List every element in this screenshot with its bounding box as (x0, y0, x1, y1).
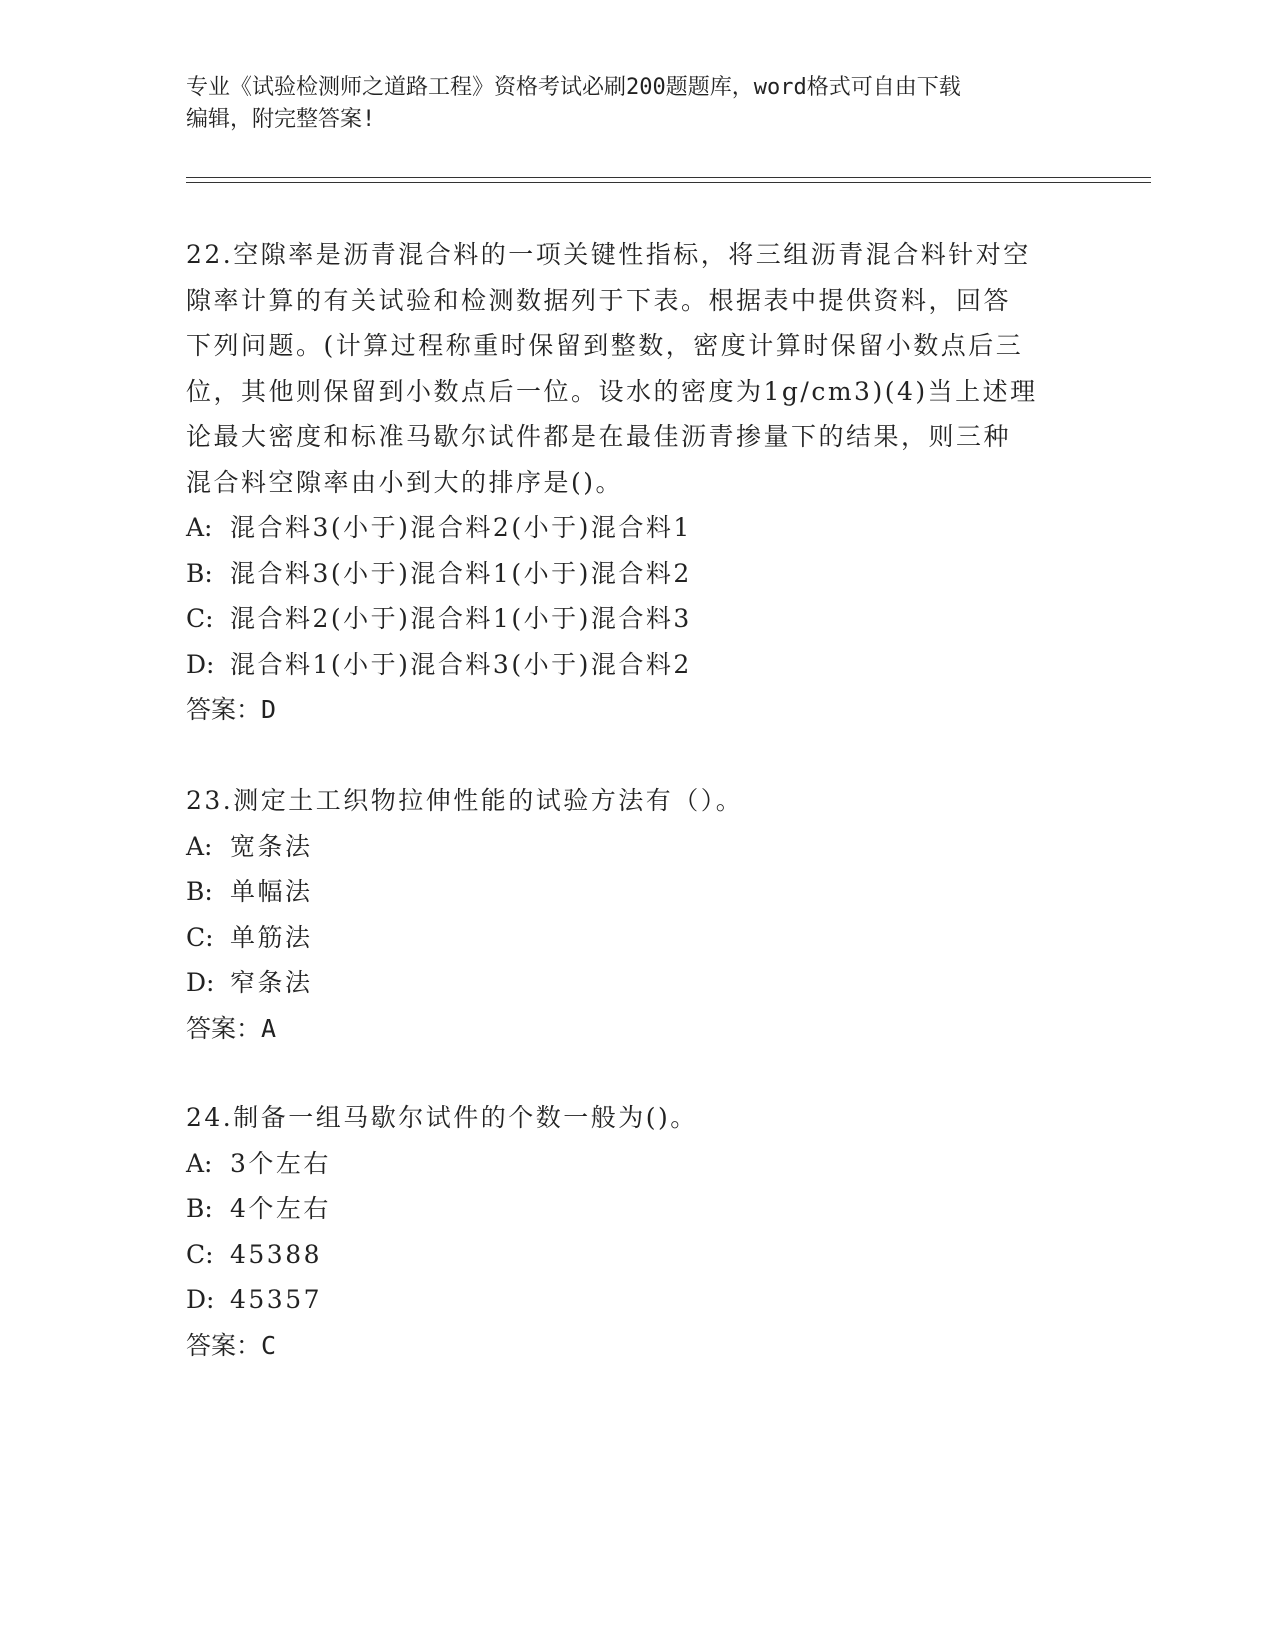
question-stem (186, 778, 1086, 824)
option-text: 混合料1(小于)混合料3(小于)混合料2 (230, 649, 692, 679)
option-text: 混合料3(小于)混合料1(小于)混合料2 (230, 558, 692, 588)
option-text: 单幅法 (230, 877, 313, 906)
stem-line: 23.测定土工织物拉伸性能的试验方法有（）。 (186, 786, 744, 815)
option-c (186, 1232, 1086, 1278)
option-b (186, 551, 1086, 597)
option-text: 宽条法 (230, 831, 313, 861)
option-letter: D: (186, 968, 215, 997)
stem-line: 位，其他则保留到小数点后一位。设水的密度为1g/cm3)(4)当上述理 (186, 376, 1038, 406)
option-a (186, 505, 1086, 551)
option-text: 单筋法 (230, 922, 313, 952)
option-letter: B: (186, 558, 213, 588)
option-d (186, 960, 1086, 1006)
option-letter: C: (186, 1239, 214, 1269)
option-text: 45357 (230, 1285, 323, 1314)
answer: 答案：A (186, 1013, 277, 1043)
answer: 答案：C (186, 1330, 277, 1360)
option-a (186, 824, 1086, 870)
answer: 答案：D (186, 695, 277, 724)
option-letter: B: (186, 877, 213, 906)
header-divider-bottom (186, 182, 1151, 183)
question-stem (186, 232, 1086, 505)
question-22 (186, 232, 1086, 733)
option-d (186, 642, 1086, 688)
option-text: 混合料3(小于)混合料2(小于)混合料1 (230, 513, 692, 542)
option-letter: A: (186, 513, 213, 542)
stem-line: 24.制备一组马歇尔试件的个数一般为()。 (186, 1103, 698, 1132)
option-text: 4个左右 (230, 1194, 331, 1223)
option-letter: B: (186, 1194, 213, 1223)
option-letter: D: (186, 649, 215, 679)
option-letter: D: (186, 1285, 215, 1314)
question-23 (186, 778, 1086, 1051)
stem-line: 隙率计算的有关试验和检测数据列于下表。根据表中提供资料，回答 (186, 285, 1012, 315)
header-line-2: 编辑，附完整答案! (186, 107, 376, 132)
header-line-1: 专业《试验检测师之道路工程》资格考试必刷200题题库，word格式可自由下载 (186, 75, 961, 100)
option-text: 混合料2(小于)混合料1(小于)混合料3 (230, 604, 692, 633)
option-a (186, 1141, 1086, 1187)
option-letter: A: (186, 831, 213, 861)
stem-line: 混合料空隙率由小到大的排序是()。 (186, 467, 624, 497)
question-24 (186, 1095, 1086, 1368)
option-letter: A: (186, 1148, 213, 1178)
header-divider-top (186, 177, 1151, 178)
question-stem (186, 1095, 1086, 1141)
option-text: 3个左右 (230, 1148, 331, 1178)
document-header (186, 72, 1076, 136)
option-b (186, 869, 1086, 915)
option-c (186, 596, 1086, 642)
option-b (186, 1186, 1086, 1232)
option-letter: C: (186, 922, 214, 952)
stem-line: 22.空隙率是沥青混合料的一项关键性指标，将三组沥青混合料针对空 (186, 240, 1031, 269)
option-d (186, 1277, 1086, 1323)
option-letter: C: (186, 604, 214, 633)
option-c (186, 915, 1086, 961)
stem-line: 论最大密度和标准马歇尔试件都是在最佳沥青掺量下的结果，则三种 (186, 422, 1012, 451)
option-text: 45388 (230, 1239, 323, 1269)
stem-line: 下列问题。(计算过程称重时保留到整数，密度计算时保留小数点后三 (186, 331, 1024, 360)
option-text: 窄条法 (230, 968, 313, 997)
